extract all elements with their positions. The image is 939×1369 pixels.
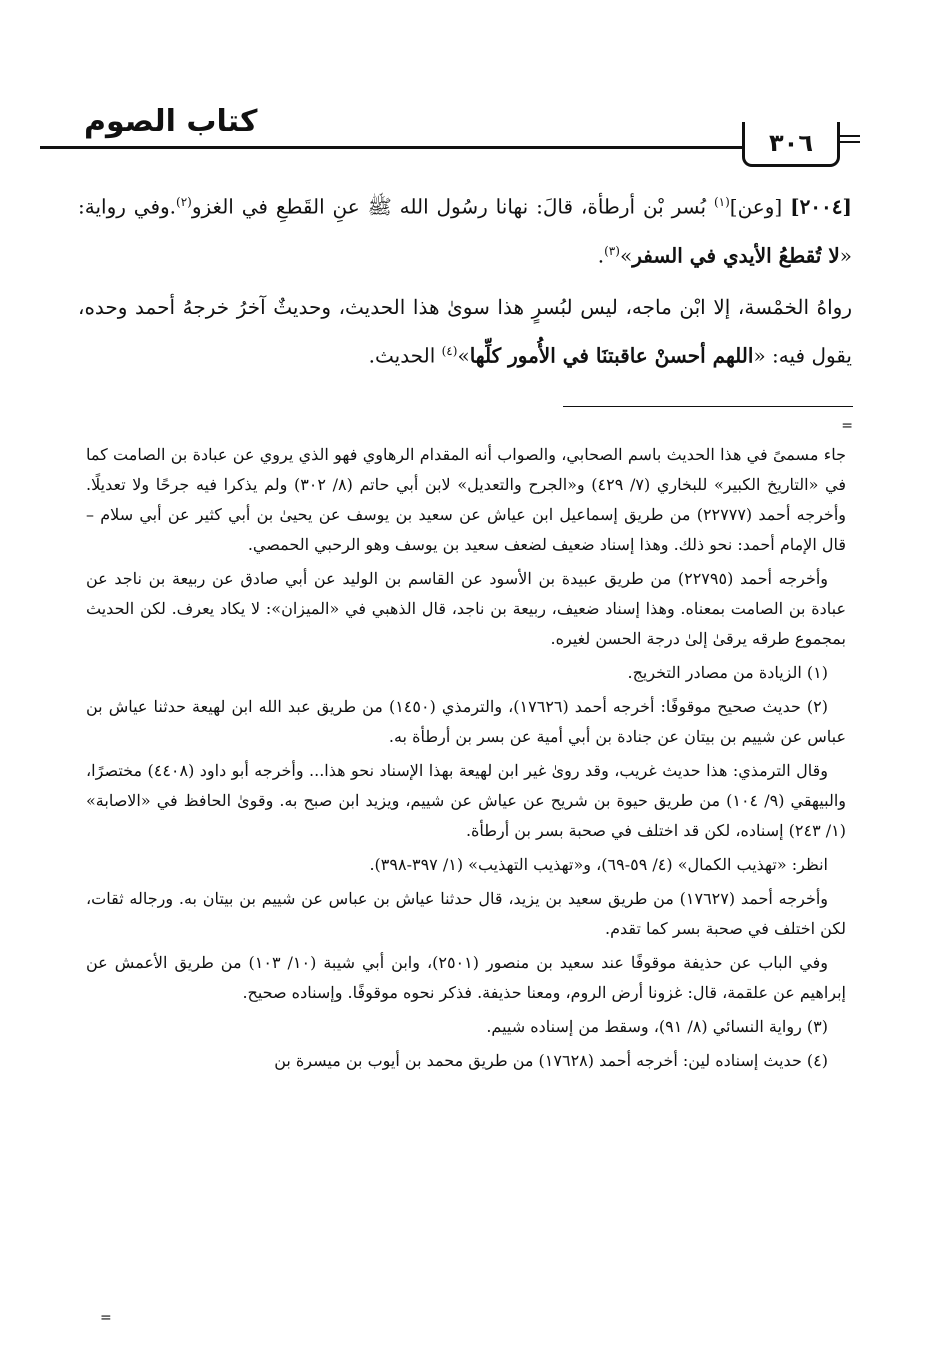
quoted-hadith: لا تُقطعُ الأيدي في السفر	[632, 243, 840, 268]
footnote: وقال الترمذي: هذا حديث غريب، وقد روىٰ غير ابن لهيعة بهذا الإسناد نحو هذا... وأخرجه أبو داود (٤٤٠٨) مختصرًا، والبيهقي (٩/ ١٠٤) من طريق حيوة بن شريح عن عياش عن شييم، ويزيد ابن صبح به. وقوىٰ الحافظ في «الاصابة» (١/ ٢٤٣) إسناده، لكن قد اختلف في صحبة بسر بن أرطأة.	[86, 761, 846, 840]
hadith-number: [٢٠٠٤]	[790, 194, 852, 219]
commentary-paragraph	[78, 285, 852, 378]
hadith-text	[78, 180, 852, 386]
text-run: [وعن]	[729, 194, 783, 219]
footnote-ref: (٣)	[604, 243, 620, 258]
footnote: وأخرجه أحمد (٢٢٧٩٥) من طريق عبيدة بن الأسود عن القاسم بن الوليد عن أبي صادق عن ربيعة بن ناجد عن عبادة بن الصامت بمعناه. وهذا إسناد ضعيف، ربيعة بن ناجد، قال الذهبي في «الميزان»: لا يكاد يعرف. لكن الحديث بمجموع طرقه يرقىٰ إلىٰ درجة الحسن لغيره.	[86, 569, 846, 648]
footnote: (٢) حديث صحيح موقوفًا: أخرجه أحمد (١٧٦٢٦)، والترمذي (١٤٥٠) من طريق عبد الله ابن لهيعة حدثنا عياش بن عباس عن شييم بن بيتان عن جنادة بن أبي أمية عن بسر بن أرطأة به.	[86, 697, 846, 746]
header-rule	[40, 146, 770, 149]
footnote-separator	[563, 406, 853, 407]
footnote: (٣) رواية النسائي (٨/ ٩١)، وسقط من إسناده شييم.	[486, 1017, 828, 1036]
page-number: ٣٠٦	[742, 122, 840, 167]
text-run: »	[457, 343, 470, 368]
text-run: .وفي رواية: «	[78, 194, 852, 268]
continuation-mark: =	[841, 418, 853, 434]
text-run: الحديث.	[368, 343, 442, 368]
text-run: »	[619, 243, 633, 268]
header-ornament-line	[838, 135, 860, 137]
footnote-ref: (٢)	[176, 195, 192, 209]
quoted-hadith: اللهم أحسنْ عاقبتنَا في الأُمور كلِّها	[469, 343, 754, 368]
text-run: رواهُ الخمْسة، إلا ابْن ماجه، ليس لبُسرٍ هذا سوىٰ هذا الحديث، وحديثٌ آخرُ خرجهُ أحمد وحده، يقول فيه: «	[78, 295, 852, 368]
footnote: (٤) حديث إسناده لين: أخرجه أحمد (١٧٦٢٨) من طريق محمد بن أيوب بن ميسرة بن	[274, 1051, 828, 1070]
footnote: انظر: «تهذيب الكمال» (٤/ ٥٩-٦٩)، و«تهذيب التهذيب» (١/ ٣٩٧-٣٩٨).	[369, 855, 828, 874]
footnote: وأخرجه أحمد (١٧٦٢٧) من طريق سعيد بن يزيد، قال حدثنا عياش بن عباس عن شييم بن بيتان به. ورجاله ثقات، لكن اختلف في صحبة بسر كما تقدم.	[86, 889, 846, 938]
footnotes	[86, 440, 846, 1080]
footnote: (١) الزيادة من مصادر التخريج.	[627, 663, 828, 682]
page-header	[40, 100, 900, 160]
footnote-ref: (٤)	[441, 344, 458, 359]
text-run: .	[597, 243, 605, 268]
hadith-paragraph	[78, 180, 852, 277]
footnote: جاء مسمىً في هذا الحديث باسم الصحابي، والصواب أنه المقدام الرهاوي فهو الذي يروي عن عبادة بن الصامت كما في «التاريخ الكبير» للبخاري (٧/ ٤٢٩) و«الجرح والتعديل» لابن أبي حاتم (٨/ ٣٠٢) ولم يذكرا فيه جرحًا ولا تعديلًا. وأخرجه أحمد (٢٢٧٧٧) من طريق إسماعيل ابن عياش عن سعيد بن يوسف عن يحيىٰ بن أبي كثير عن أبي سلام – قال الإمام أحمد: نحو ذلك. وهذا إسناد ضعيف لضعف سعيد بن يوسف وهو الرحبي الحمصي.	[86, 445, 847, 554]
footnote-ref: (١)	[713, 195, 730, 209]
header-ornament-line	[838, 141, 860, 143]
book-title: كتاب الصوم	[84, 104, 258, 139]
continuation-mark: =	[100, 1310, 112, 1326]
footnote: وفي الباب عن حذيفة موقوفًا عند سعيد بن منصور (٢٥٠١)، وابن أبي شيبة (١٠/ ١٠٣) من طريق الأعمش عن إبراهيم عن علقمة، قال: غزونا أرض الروم، ومعنا حذيفة. فذكر نحوه موقوفًا. وإسناده صحيح.	[86, 953, 846, 1002]
text-run: بُسر بْن أرطأة، قالَ: نهانا رسُول الله ﷺ عنِ القَطعِ في الغزو	[191, 194, 714, 219]
